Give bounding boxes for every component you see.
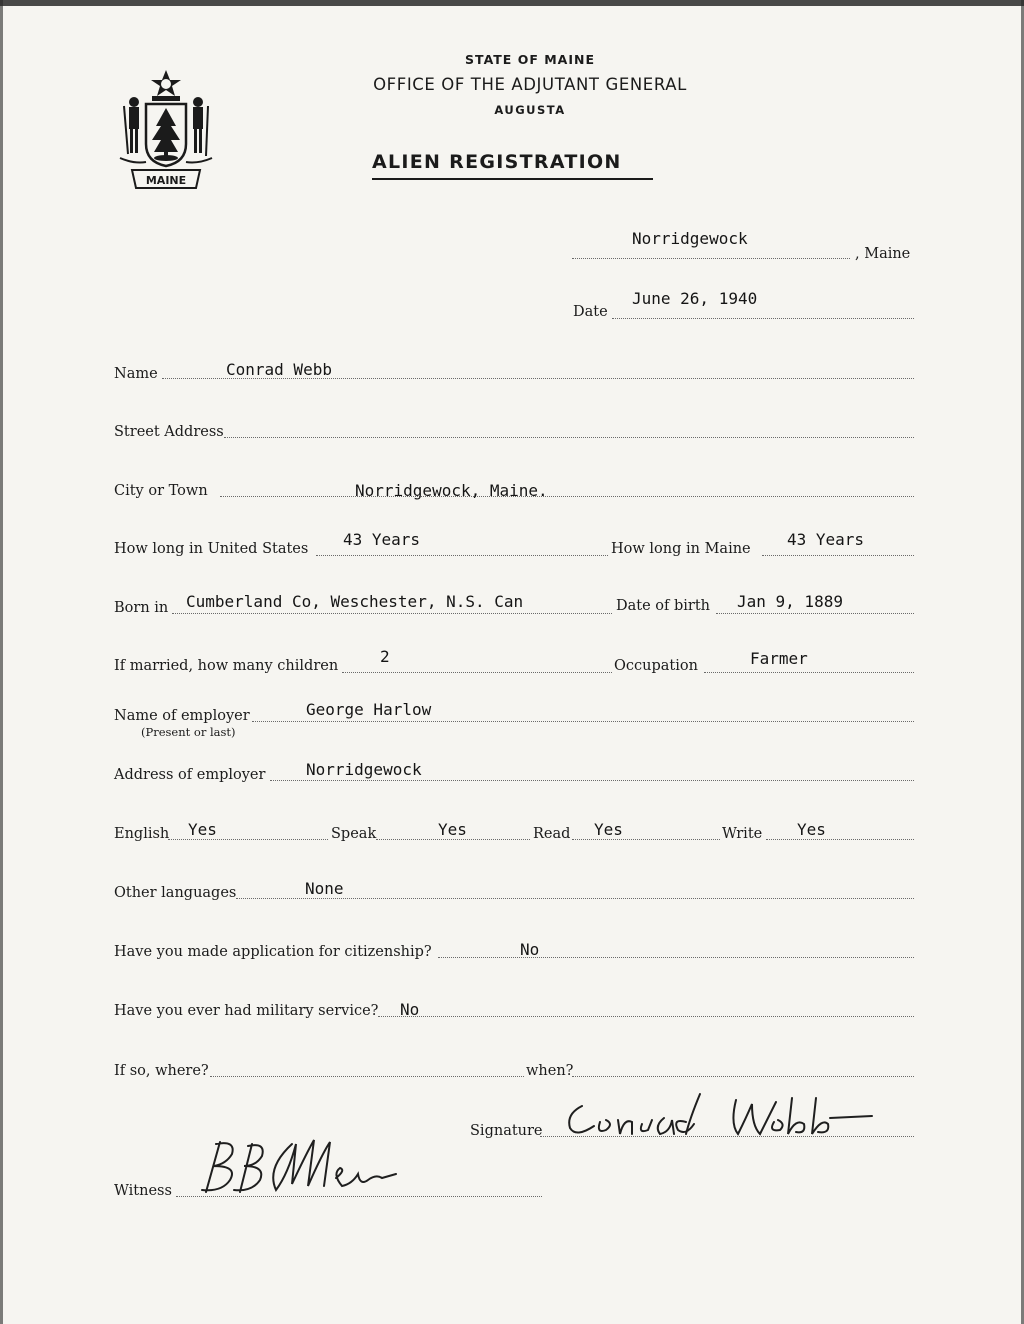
military-label: Have you ever had military service? — [114, 1003, 379, 1019]
english-label: English — [114, 826, 170, 842]
header-state: STATE OF MAINE — [465, 52, 595, 67]
scan-edge-top — [0, 0, 1024, 6]
occupation-value: Farmer — [750, 649, 808, 668]
street-label: Street Address — [114, 424, 224, 440]
occupation-line — [704, 672, 914, 673]
header-office: OFFICE OF THE ADJUTANT GENERAL — [373, 75, 687, 94]
speak-line — [376, 839, 530, 840]
years-us-label: How long in United States — [114, 541, 309, 557]
english-value: Yes — [188, 820, 217, 839]
children-label: If married, how many children — [114, 658, 339, 674]
date-label: Date — [573, 304, 608, 320]
employer-address-label: Address of employer — [114, 767, 266, 783]
years-maine-line — [762, 555, 914, 556]
born-in-value: Cumberland Co, Weschester, N.S. Can — [186, 592, 524, 611]
employer-line — [252, 721, 914, 722]
occupation-label: Occupation — [614, 658, 698, 674]
header-city: AUGUSTA — [494, 103, 566, 117]
other-languages-value: None — [305, 879, 344, 898]
city-value: Norridgewock, Maine. — [355, 481, 548, 500]
employer-address-line — [270, 780, 914, 781]
military-value: No — [400, 1000, 420, 1019]
write-value: Yes — [797, 820, 826, 839]
svg-text:MAINE: MAINE — [145, 174, 187, 187]
other-languages-line — [236, 898, 914, 899]
witness-signature — [196, 1134, 406, 1200]
write-line — [766, 839, 914, 840]
state-label: , Maine — [855, 246, 911, 262]
read-line — [572, 839, 720, 840]
when-label: when? — [526, 1063, 574, 1079]
dob-line — [716, 613, 914, 614]
where-label: If so, where? — [114, 1063, 209, 1079]
where-line — [210, 1076, 524, 1077]
name-label: Name — [114, 366, 158, 382]
speak-label: Speak — [331, 826, 377, 842]
street-line — [224, 437, 914, 438]
born-in-line — [172, 613, 612, 614]
read-value: Yes — [594, 820, 623, 839]
city-label: City or Town — [114, 483, 208, 499]
citizenship-line — [438, 957, 914, 958]
children-line — [342, 672, 612, 673]
title-underline — [372, 178, 653, 180]
years-us-line — [316, 555, 608, 556]
town-value: Norridgewock — [632, 229, 748, 248]
years-us-value: 43 Years — [343, 530, 421, 549]
english-line — [168, 839, 328, 840]
children-value: 2 — [380, 647, 390, 666]
citizenship-label: Have you made application for citizenship? — [114, 944, 432, 960]
signature-label: Signature — [470, 1123, 543, 1139]
maine-state-seal-icon — [114, 66, 218, 194]
date-line — [612, 318, 914, 319]
employer-label: Name of employer — [114, 708, 250, 724]
other-languages-label: Other languages — [114, 885, 237, 901]
years-maine-label: How long in Maine — [611, 541, 751, 557]
citizenship-value: No — [520, 940, 540, 959]
when-line — [572, 1076, 914, 1077]
military-line — [378, 1016, 914, 1017]
form-title: ALIEN REGISTRATION — [372, 151, 622, 173]
speak-value: Yes — [438, 820, 467, 839]
employer-sublabel: (Present or last) — [141, 725, 236, 739]
witness-label: Witness — [114, 1183, 172, 1199]
years-maine-value: 43 Years — [787, 530, 865, 549]
read-label: Read — [533, 826, 571, 842]
employer-value: George Harlow — [306, 700, 432, 719]
dob-value: Jan 9, 1889 — [737, 592, 843, 611]
applicant-signature — [560, 1088, 880, 1148]
city-line — [220, 496, 914, 497]
town-line — [572, 258, 850, 259]
write-label: Write — [722, 826, 763, 842]
born-in-label: Born in — [114, 600, 169, 616]
scan-edge-left — [0, 0, 3, 1324]
employer-address-value: Norridgewock — [306, 760, 422, 779]
name-value: Conrad Webb — [226, 360, 332, 379]
date-value: June 26, 1940 — [632, 289, 758, 308]
dob-label: Date of birth — [616, 598, 711, 614]
